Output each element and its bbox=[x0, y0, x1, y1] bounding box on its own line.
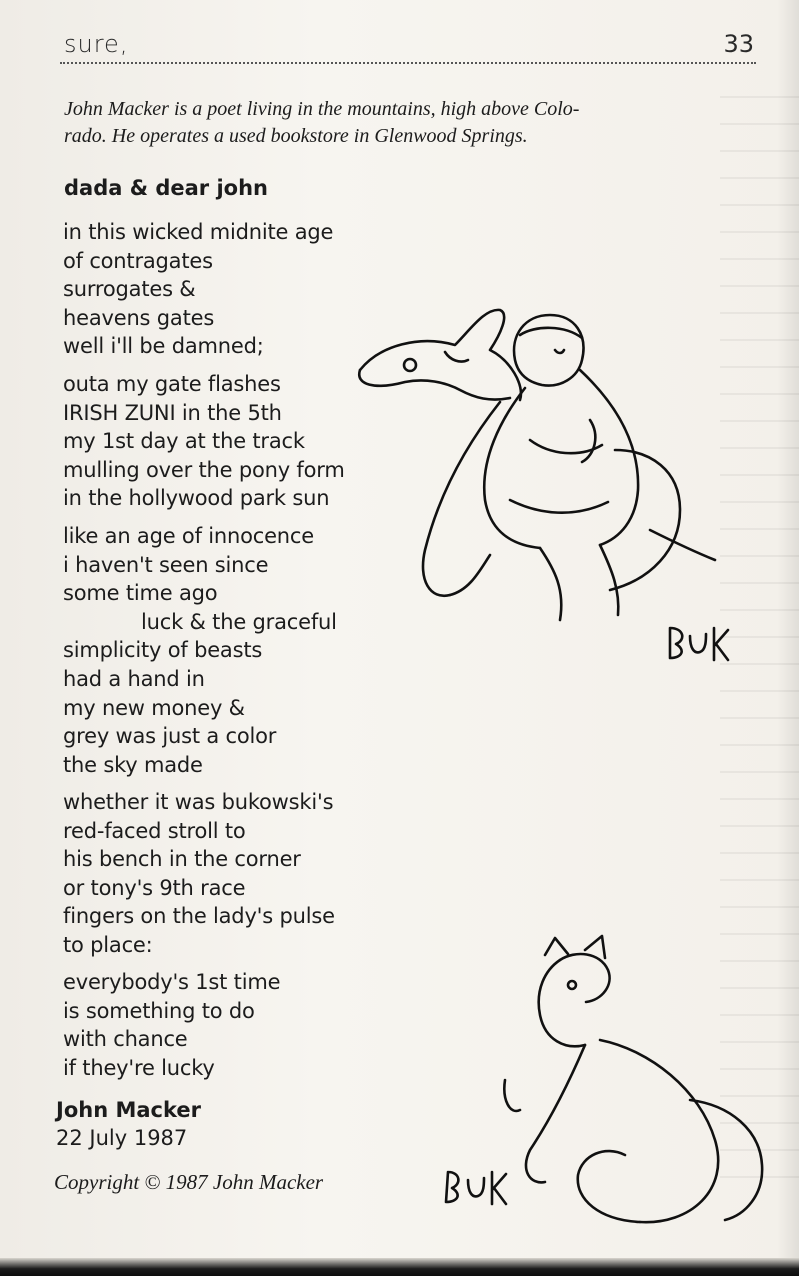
poem-line: my 1st day at the track bbox=[63, 429, 305, 454]
bio-line: rado. He operates a used bookstore in Glenwood Springs. bbox=[64, 125, 528, 147]
poem-line: in the hollywood park sun bbox=[63, 486, 330, 511]
poem-line: well i'll be damned; bbox=[63, 334, 264, 359]
author-bio bbox=[64, 96, 744, 150]
page-number: 33 bbox=[723, 30, 754, 58]
poem-line: his bench in the corner bbox=[63, 847, 301, 872]
poem-line: IRISH ZUNI in the 5th bbox=[63, 400, 282, 425]
page-header bbox=[64, 30, 754, 66]
poem-line: red-faced stroll to bbox=[63, 818, 246, 843]
poem-line: heavens gates bbox=[63, 305, 215, 330]
poem-line: had a hand in bbox=[63, 666, 205, 691]
stanza-4 bbox=[63, 788, 335, 960]
poem-title: dada & dear john bbox=[64, 176, 268, 200]
poem-line: to place: bbox=[63, 932, 153, 957]
poem-line: is something to do bbox=[63, 998, 255, 1023]
running-head: sure, bbox=[64, 30, 129, 58]
cat-drawing bbox=[490, 930, 790, 1240]
bio-line: John Macker is a poet living in the mountains, high above Colo- bbox=[64, 98, 580, 120]
stanza-5 bbox=[63, 968, 280, 1082]
poem-line: like an age of innocence bbox=[63, 524, 314, 548]
poem-line: some time ago bbox=[63, 581, 218, 606]
page-edge-shadow bbox=[777, 0, 799, 1276]
poem-line: everybody's 1st time bbox=[63, 970, 281, 994]
upper-signature-drawing bbox=[662, 618, 732, 668]
stanza-1 bbox=[63, 218, 333, 361]
poem-line: mulling over the pony form bbox=[63, 457, 345, 482]
poem-date: 22 July 1987 bbox=[56, 1126, 188, 1150]
poem-line: grey was just a color bbox=[63, 724, 277, 749]
poem-line: my new money & bbox=[63, 695, 245, 720]
poem-line: surrogates & bbox=[63, 277, 196, 302]
poem-line: with chance bbox=[63, 1027, 188, 1052]
poem-line: if they're lucky bbox=[63, 1055, 215, 1080]
copyright-notice: Copyright © 1987 John Macker bbox=[54, 1170, 324, 1194]
poem-line: whether it was bukowski's bbox=[63, 790, 334, 814]
stanza-3 bbox=[63, 522, 337, 779]
lower-signature-drawing bbox=[440, 1160, 510, 1210]
man-and-dog-drawing bbox=[350, 290, 740, 650]
header-rule bbox=[60, 62, 756, 64]
stanza-2 bbox=[63, 370, 345, 513]
poem-line: outa my gate flashes bbox=[63, 372, 281, 396]
poem-line: in this wicked midnite age bbox=[63, 220, 334, 244]
poem-line: luck & the graceful bbox=[141, 609, 337, 634]
poem-line: i haven't seen since bbox=[63, 552, 269, 577]
scan-bottom-edge bbox=[0, 1258, 799, 1276]
poem-author: John Macker bbox=[56, 1098, 201, 1122]
poem-line: the sky made bbox=[63, 752, 203, 777]
poem-line: fingers on the lady's pulse bbox=[63, 904, 335, 929]
poem-line: of contragates bbox=[63, 248, 213, 273]
poem-line: simplicity of beasts bbox=[63, 638, 263, 663]
poem-line: or tony's 9th race bbox=[63, 875, 246, 900]
